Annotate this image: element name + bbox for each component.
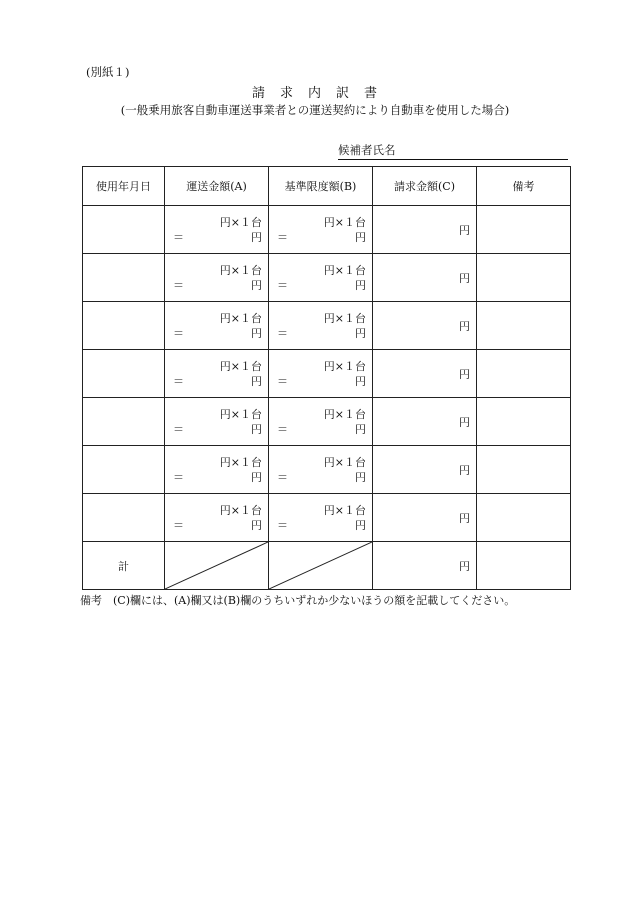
remarks-cell[interactable] — [477, 254, 571, 302]
limit-b-cell[interactable] — [269, 494, 373, 542]
fare-a-cell[interactable] — [165, 254, 269, 302]
fare-a-cell[interactable] — [165, 206, 269, 254]
yen-unit: 円 — [251, 423, 262, 436]
remarks-cell[interactable] — [477, 302, 571, 350]
table-row — [83, 446, 571, 494]
remarks-cell[interactable] — [477, 446, 571, 494]
yen-unit: 円 — [459, 511, 470, 525]
equals-sign: ＝ — [173, 279, 184, 292]
fare-a-cell[interactable] — [165, 494, 269, 542]
equals-sign: ＝ — [173, 231, 184, 244]
claim-c-cell[interactable] — [373, 398, 477, 446]
equals-sign: ＝ — [277, 231, 288, 244]
equals-sign: ＝ — [277, 471, 288, 484]
date-cell[interactable] — [83, 494, 165, 542]
limit-b-cell[interactable] — [269, 302, 373, 350]
yen-unit: 円 — [355, 375, 366, 388]
header-date: 使用年月日 — [83, 167, 165, 206]
yen-times-one-unit: 円×１台 — [323, 456, 366, 469]
limit-b-cell[interactable] — [269, 446, 373, 494]
total-row — [83, 542, 571, 590]
yen-times-one-unit: 円×１台 — [219, 456, 262, 469]
yen-times-one-unit: 円×１台 — [323, 408, 366, 421]
claim-table — [82, 166, 571, 590]
attachment-label: (別紙１) — [86, 65, 130, 79]
total-limit-b-crossed — [269, 542, 373, 590]
yen-times-one-unit: 円×１台 — [219, 264, 262, 277]
yen-unit: 円 — [459, 271, 470, 285]
date-cell[interactable] — [83, 398, 165, 446]
yen-unit: 円 — [251, 279, 262, 292]
table-row — [83, 206, 571, 254]
fare-a-cell[interactable] — [165, 446, 269, 494]
table-row — [83, 350, 571, 398]
yen-unit: 円 — [355, 279, 366, 292]
claim-c-cell[interactable] — [373, 446, 477, 494]
equals-sign: ＝ — [277, 375, 288, 388]
page-title: 請 求 内 訳 書 — [251, 86, 378, 101]
fare-a-cell[interactable] — [165, 302, 269, 350]
total-claim-c[interactable] — [373, 542, 477, 590]
limit-b-cell[interactable] — [269, 398, 373, 446]
yen-unit: 円 — [459, 559, 470, 573]
yen-times-one-unit: 円×１台 — [323, 312, 366, 325]
claim-c-cell[interactable] — [373, 494, 477, 542]
equals-sign: ＝ — [277, 423, 288, 436]
diagonal-line-b — [269, 542, 372, 589]
equals-sign: ＝ — [277, 519, 288, 532]
total-fare-a-crossed — [165, 542, 269, 590]
fare-a-cell[interactable] — [165, 350, 269, 398]
yen-unit: 円 — [355, 231, 366, 244]
yen-times-one-unit: 円×１台 — [219, 216, 262, 229]
equals-sign: ＝ — [173, 375, 184, 388]
remarks-cell[interactable] — [477, 350, 571, 398]
yen-times-one-unit: 円×１台 — [219, 504, 262, 517]
claim-c-cell[interactable] — [373, 206, 477, 254]
page-subtitle: (一般乗用旅客自動車運送事業者との運送契約により自動車を使用した場合) — [120, 103, 510, 117]
yen-unit: 円 — [459, 463, 470, 477]
yen-times-one-unit: 円×１台 — [323, 264, 366, 277]
claim-c-cell[interactable] — [373, 254, 477, 302]
yen-times-one-unit: 円×１台 — [219, 360, 262, 373]
yen-unit: 円 — [355, 471, 366, 484]
table-row — [83, 494, 571, 542]
candidate-name-field[interactable] — [338, 142, 568, 160]
remarks-cell[interactable] — [477, 398, 571, 446]
header-remarks: 備考 — [477, 167, 571, 206]
limit-b-cell[interactable] — [269, 350, 373, 398]
yen-unit: 円 — [251, 471, 262, 484]
yen-unit: 円 — [459, 223, 470, 237]
equals-sign: ＝ — [173, 519, 184, 532]
yen-unit: 円 — [355, 423, 366, 436]
total-label: 計 — [83, 542, 165, 590]
remarks-cell[interactable] — [477, 206, 571, 254]
yen-times-one-unit: 円×１台 — [323, 360, 366, 373]
table-row — [83, 302, 571, 350]
yen-times-one-unit: 円×１台 — [323, 216, 366, 229]
total-remarks[interactable] — [477, 542, 571, 590]
header-claim-c: 請求金額(C) — [373, 167, 477, 206]
equals-sign: ＝ — [173, 423, 184, 436]
yen-unit: 円 — [251, 375, 262, 388]
claim-c-cell[interactable] — [373, 350, 477, 398]
yen-unit: 円 — [355, 519, 366, 532]
fare-a-cell[interactable] — [165, 398, 269, 446]
table-row — [83, 398, 571, 446]
header-limit-b: 基準限度額(B) — [269, 167, 373, 206]
yen-times-one-unit: 円×１台 — [323, 504, 366, 517]
remarks-cell[interactable] — [477, 494, 571, 542]
diagonal-line-a — [165, 542, 268, 589]
claim-c-cell[interactable] — [373, 302, 477, 350]
date-cell[interactable] — [83, 446, 165, 494]
yen-unit: 円 — [459, 415, 470, 429]
limit-b-cell[interactable] — [269, 206, 373, 254]
yen-unit: 円 — [355, 327, 366, 340]
yen-times-one-unit: 円×１台 — [219, 312, 262, 325]
yen-unit: 円 — [459, 319, 470, 333]
header-fare-a: 運送金額(A) — [165, 167, 269, 206]
table-row — [83, 254, 571, 302]
yen-unit: 円 — [459, 367, 470, 381]
header-row — [83, 167, 571, 206]
equals-sign: ＝ — [277, 279, 288, 292]
equals-sign: ＝ — [173, 471, 184, 484]
date-cell[interactable] — [83, 206, 165, 254]
date-cell[interactable] — [83, 302, 165, 350]
yen-unit: 円 — [251, 327, 262, 340]
equals-sign: ＝ — [173, 327, 184, 340]
yen-times-one-unit: 円×１台 — [219, 408, 262, 421]
limit-b-cell[interactable] — [269, 254, 373, 302]
candidate-name-label: 候補者氏名 — [338, 143, 396, 157]
yen-unit: 円 — [251, 231, 262, 244]
equals-sign: ＝ — [277, 327, 288, 340]
remark-note: 備考 (C)欄には、(A)欄又は(B)欄のうちいずれか少ないほうの額を記載してください。 — [80, 594, 516, 607]
date-cell[interactable] — [83, 254, 165, 302]
yen-unit: 円 — [251, 519, 262, 532]
date-cell[interactable] — [83, 350, 165, 398]
